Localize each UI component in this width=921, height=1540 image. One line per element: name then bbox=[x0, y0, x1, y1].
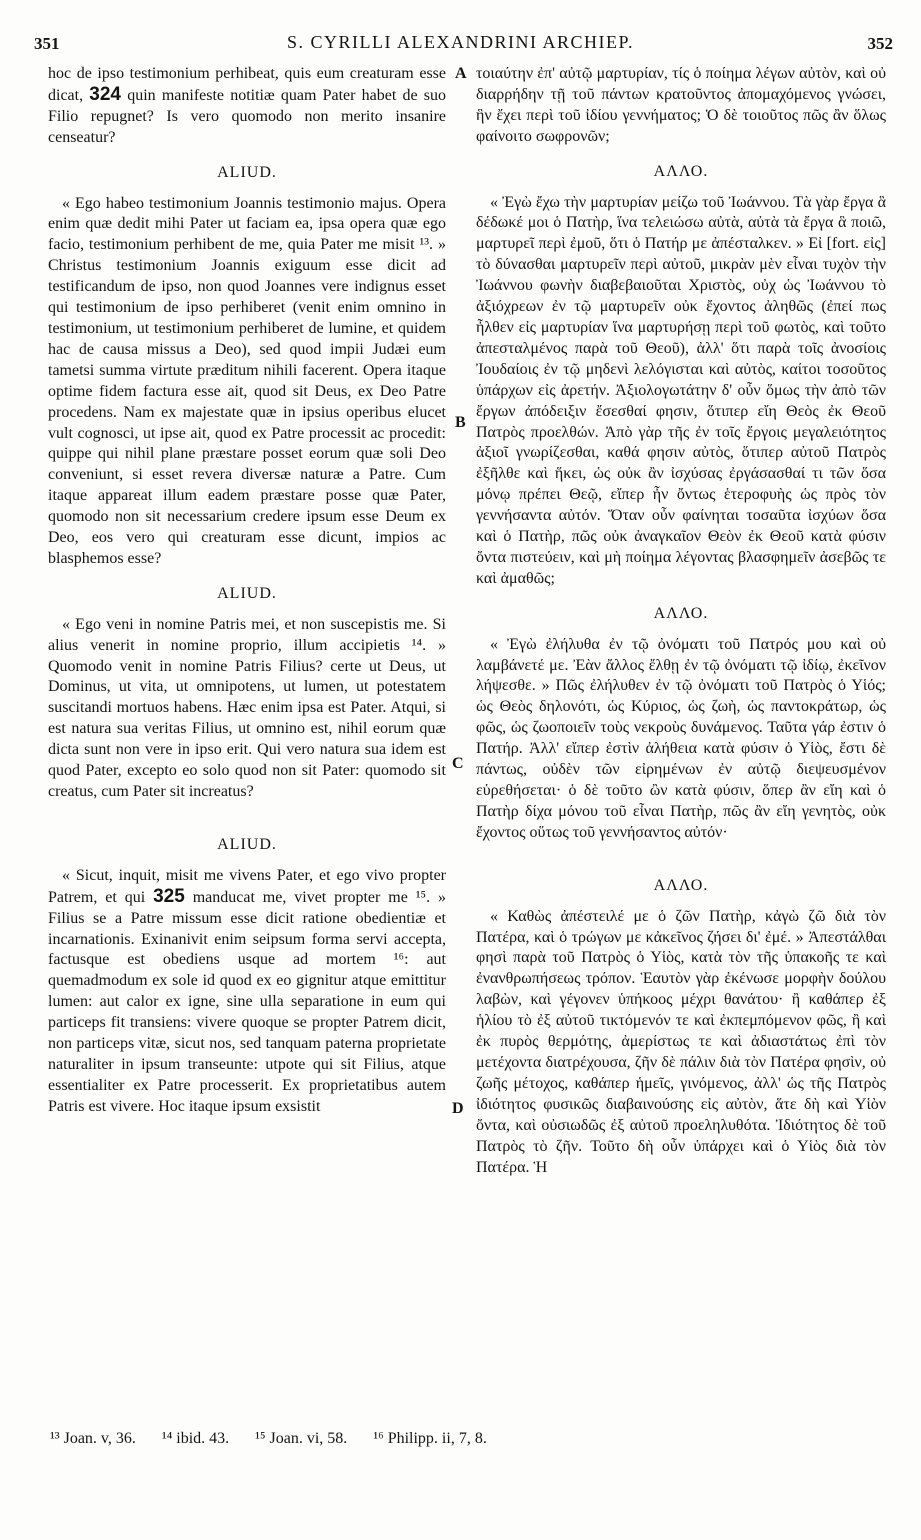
page-number-left: 351 bbox=[34, 34, 60, 53]
page-header bbox=[0, 32, 921, 58]
greek-column bbox=[476, 64, 886, 1178]
greek-paragraph-3: « Καθὼς ἀπέστειλέ με ὁ ζῶν Πατὴρ, κἀγὼ ζῶ διὰ τὸν Πατέρα, καὶ ὁ τρώγων με κἀκεῖνος ζήσει δι' ἐμέ. » Ἀπεστάλθαι φησὶ παρὰ τοῦ Πατρὸς ὁ Υἱὸς, κατὰ τὸν τῆς ὑπακοῆς τε καὶ ἐνανθρωπήσεως τρόπον. Ἑαυτὸν γὰρ ἐκένωσε μορφὴν δούλου λαβὼν, καὶ γέγονεν ὑπήκοος μέχρι θανάτου· ἢ καθάπερ ἐξ ἡλίου τὸ ἐξ αὐτοῦ τικτόμενόν τε καὶ ἐκπεμπόμενον φῶς, ἢ καὶ ἐκ πυρὸς θερμότης, ἀμερίστως τε καὶ ἀδιαστάτως ἐπὶ τὸν μετέχοντα διατρέχουσα, ζῆν δὲ πάλιν διὰ τὸν Πατέρα φησὶν, οὐ ζωῆς μέτοχος, καθάπερ ἡμεῖς, γινόμενος, ἀλλ' ὡς τῆς Πατρὸς ἰδιότητος φυσικῶς διαβαινούσης εἰς αὐτὸν, ἅτε δὴ καὶ Υἱὸν ὄντα, καὶ οὐσιωδῶς ἐξ αὐτοῦ προεληλυθότα. Ἰδιότητος δὲ τοῦ Πατρὸς τὸ ζῆν. Τοῦτο δὴ οὖν ὑπάρχει καὶ ὁ Υἱὸς διὰ τὸν Πατέρα. Ἡ bbox=[476, 907, 886, 1176]
greek-intro: τοιαύτην ἐπ' αὐτῷ μαρτυρίαν, τίς ὁ ποίημα λέγων αὐτὸν, καὶ οὐ διαρρήδην τῇ τοῦ πάντων κρατοῦντος ἀπομαχόμενος γνώσει, ἣν ἔχει περὶ τοῦ ἰδίου γεννήματος; Ὁ δὲ τοιοῦτος πῶς ἂν ὅλως φαίνοιτο σωφρονῶν; bbox=[476, 65, 886, 145]
greek-paragraph-1: « Ἐγὼ ἔχω τὴν μαρτυρίαν μείζω τοῦ Ἰωάννου. Τὰ γὰρ ἔργα ἃ δέδωκέ μοι ὁ Πατὴρ, ἵνα τελειώσω αὐτὰ, αὐτὰ τὰ ἔργα ἃ ποιῶ, μαρτυρεῖ περὶ ἐμοῦ, ὅτι ὁ Πατήρ με ἀπέσταλκεν. » Εἰ [fort. εἰς] τὸ δύνασθαι μαρτυρεῖν περὶ αὐτοῦ, μικρὰν μὲν εἶναι τυχὸν τὴν Ἰωάννου φωνὴν διαβεβαιοῦται Χριστὸς, οὐχ ὡς Ἰωάννου τὸ ἀξιόχρεων ἐν τῷ μαρτυρεῖν οὐκ ἔχοντος ἀληθῶς (ἐπεί πως ἦλθεν εἰς μαρτυρίαν ἵνα μαρτυρήσῃ περὶ τοῦ φωτὸς, καὶ τοῦτο ἀπεσταλμένος παρὰ τοῦ Θεοῦ), ἀλλ' ὅτι παρὰ τοῖς ἀνοσίοις Ἰουδαίοις ἐν τῷ μηδενὶ λελόγισται καὶ αὐτὸς, καίτοι τοσοῦτος ὑπάρχων εἰς ἀρετήν. Ἀξιολογωτάτην δ' οὖν ὅμως τὴν ἀπὸ τῶν ἔργων ἀπόδειξιν ἔσεσθαί φησιν, ὅτιπερ εἴη Θεὸς ἐκ Θεοῦ Πατρὸς προελθών. Ἀπὸ γὰρ τῆς ἐν τοῖς ἔργοις μεγαλειότητος ἀξιοῖ γνωρίζεσθαι, καθά φησιν αὐτὸς, ὅτιπερ αὐτοῦ Πατρὸς ἐξῆλθε καὶ ἥκει, ὡς οὐκ ἂν ἰσχύσας ἐργάσασθαί τι τῶν ὅσα μόνῳ πρέπει Θεῷ, εἴπερ ἦν ὄντως ἑτεροφυὴς ὡς πρὸς τὸν γεννήσαντα αὐτόν. Ὅταν οὖν φαίνηται τοσαῦτα ἰσχύων ὅσα καὶ ὁ Πατὴρ, πῶς οὐκ ἀναγκαῖον Θεὸν ἐκ Θεοῦ κατὰ φύσιν ὄντα πιστεύειν, καὶ μὴ ποίημα λέγοντας βλασφημεῖν ἀσεβῶς τε καὶ ἀμαθῶς; bbox=[476, 193, 886, 587]
margin-marker-a: A bbox=[455, 65, 467, 82]
footnote-16: ¹⁶ Philipp. ii, 7, 8. bbox=[373, 1430, 487, 1447]
greek-paragraph-2: « Ἐγὼ ἐλήλυθα ἐν τῷ ὀνόματι τοῦ Πατρός μου καὶ οὐ λαμβάνετέ με. Ἐὰν ἄλλος ἔλθῃ ἐν τῷ ὀνόματι τῷ ἰδίῳ, ἐκεῖνον λήψεσθε. » Πῶς ἐλήλυθεν ἐν τῷ ὀνόματι τοῦ Πατρὸς ὁ Υἱός; ὡς Θεὸς δηλονότι, ὡς Κύριος, ὡς ζωὴ, ὡς παντοκράτωρ, ὡς φῶς, ὡς ζωοποιεῖν τοὺς νεκροὺς δυνάμενος. Ταῦτα γάρ ἐστιν ὁ Πατήρ. Ἀλλ' εἴπερ ἐστὶν ἀλήθεια κατὰ φύσιν ὁ Υἱὸς, ἔστι δὲ πάντως, οὐδὲν τῶν εἰρημένων ἐν αὐτῷ διεψευσμένον εὑρεθήσεται· ὁ δὲ τοῦτο ὢν κατὰ φύσιν, ὅπερ ἂν εἴη καὶ ὁ Πατὴρ δίχα μόνου τοῦ εἶναι Πατὴρ, πῶς ἂν εἴη γενητὸς, οὐκ ἔχοντος οὕτως τοῦ γεννήσαντος αὐτόν· bbox=[476, 635, 886, 841]
greek-heading-1: ΑΛΛΟ. bbox=[653, 162, 709, 180]
greek-heading-3: ΑΛΛΟ. bbox=[653, 876, 709, 894]
latin-heading-1: ALIUD. bbox=[217, 163, 277, 181]
margin-marker-b: B bbox=[455, 414, 466, 431]
latin-paragraph-3-text-b: manducat me, vivet propter me ¹⁵. » Filius se a Patre missum esse dicit ratione obedientiæ et incarnationis. Exinanivit enim seipsum forma servi accepta, factusque est obediens usque ad mortem ¹⁶: aut quemadmodum ex sole id quod ex eo gignitur atque emittitur lumen: aut calor ex igne, sine ulla separatione in eum qui particeps fit transiens: vivere quoque se propter Patrem dicit, non particeps vitæ, sicut nos, sed tanquam paterna proprietate naturaliter in ipsum transeunte: utpote qui sit Filius, atque essentialiter ex Patre processerit. Ex proprietatibus autem Patris est vivere. Hoc itaque ipsum exsistit bbox=[48, 888, 447, 1115]
margin-marker-d: D bbox=[452, 1100, 464, 1117]
latin-paragraph-1: « Ego habeo testimonium Joannis testimonio majus. Opera enim quæ dedit mihi Pater ut faciam ea, ipsa opera quæ ego facio, testimonium perhibent de me, quia Pater me misit ¹³. » Christus testimonium Joannis exiguum esse dicit ad testificandum de ipso, non quod Joannes vere indignus esset qui testimonium de ipso perhiberet (venit enim omnino in testimonium, ut testimonium perhiberet de lumine, et quidem hac de causa missus a Deo), sed quod impii Judæi eum tametsi summa virtute præditum nihili facerent. Opera itaque optime fidem factura esse ait, quod sit Deus, ex Deo Patre procedens. Nam ex majestate quæ in ipsius operibus elucet vult cognosci, ut ipse ait, quod ex Patre processit ac procedit: quippe qui nihil plane præstare posset eorum quæ soli Deo conveniunt, si esset revera diversæ naturæ a Patre. Cum itaque appareat illum eadem præstare posse quæ Pater, quomodo non sit necessarium credere ipsum esse Deum ex Deo, eos vero qui creaturam esse dicunt, impios ac blasphemos esse? bbox=[48, 194, 446, 567]
column-number-324: 324 bbox=[89, 83, 121, 105]
latin-paragraph-3-text-a: « Sicut, inquit, misit me vivens Pater, et ego vivo propter Patrem, et qui bbox=[48, 866, 446, 906]
latin-intro bbox=[48, 64, 446, 149]
page-number-right: 352 bbox=[867, 34, 893, 53]
latin-paragraph-2: « Ego veni in nomine Patris mei, et non suscepistis me. Si alius venerit in nomine proprio, illum accipietis ¹⁴. » Quomodo venit in nomine Patris Filius? certe ut Deus, ut Dominus, ut vita, ut omnipotens, ut lumen, ut potestatem suscitandi mortuos habens. Hæc enim ipsa est Pater. Atqui, si est natura sua veritas Filius, ut omnino est, nihil eorum quæ dicta sunt non vere in ipso erit. Qui vero natura sua idem est quod Pater, excepto eo solo quod non sit Pater: quomodo sit creatus, cum Pater sit increatus? bbox=[48, 615, 446, 800]
greek-heading-2: ΑΛΛΟ. bbox=[653, 604, 709, 622]
latin-paragraph-3 bbox=[48, 866, 446, 1118]
footnote-13: ¹³ Joan. v, 36. bbox=[50, 1430, 136, 1447]
margin-marker-c: C bbox=[452, 755, 464, 772]
latin-heading-3: ALIUD. bbox=[217, 835, 277, 853]
footnote-14: ¹⁴ ibid. 43. bbox=[161, 1430, 230, 1447]
footnote-15: ¹⁵ Joan. vi, 58. bbox=[255, 1430, 348, 1447]
latin-intro-text-1: hoc de ipso testimonium perhibeat, quis eum creaturam esse dicat, bbox=[48, 65, 446, 104]
latin-heading-2: ALIUD. bbox=[217, 584, 277, 602]
latin-column bbox=[48, 64, 446, 1118]
footnotes bbox=[50, 1430, 910, 1448]
latin-intro-text-2: quin manifeste notitiæ quam Pater habet de suo Filio repugnet? Is vero quomodo non merito insanire censeatur? bbox=[48, 86, 447, 146]
column-number-325: 325 bbox=[153, 885, 185, 907]
running-title: S. CYRILLI ALEXANDRINI ARCHIEP. bbox=[286, 32, 634, 52]
